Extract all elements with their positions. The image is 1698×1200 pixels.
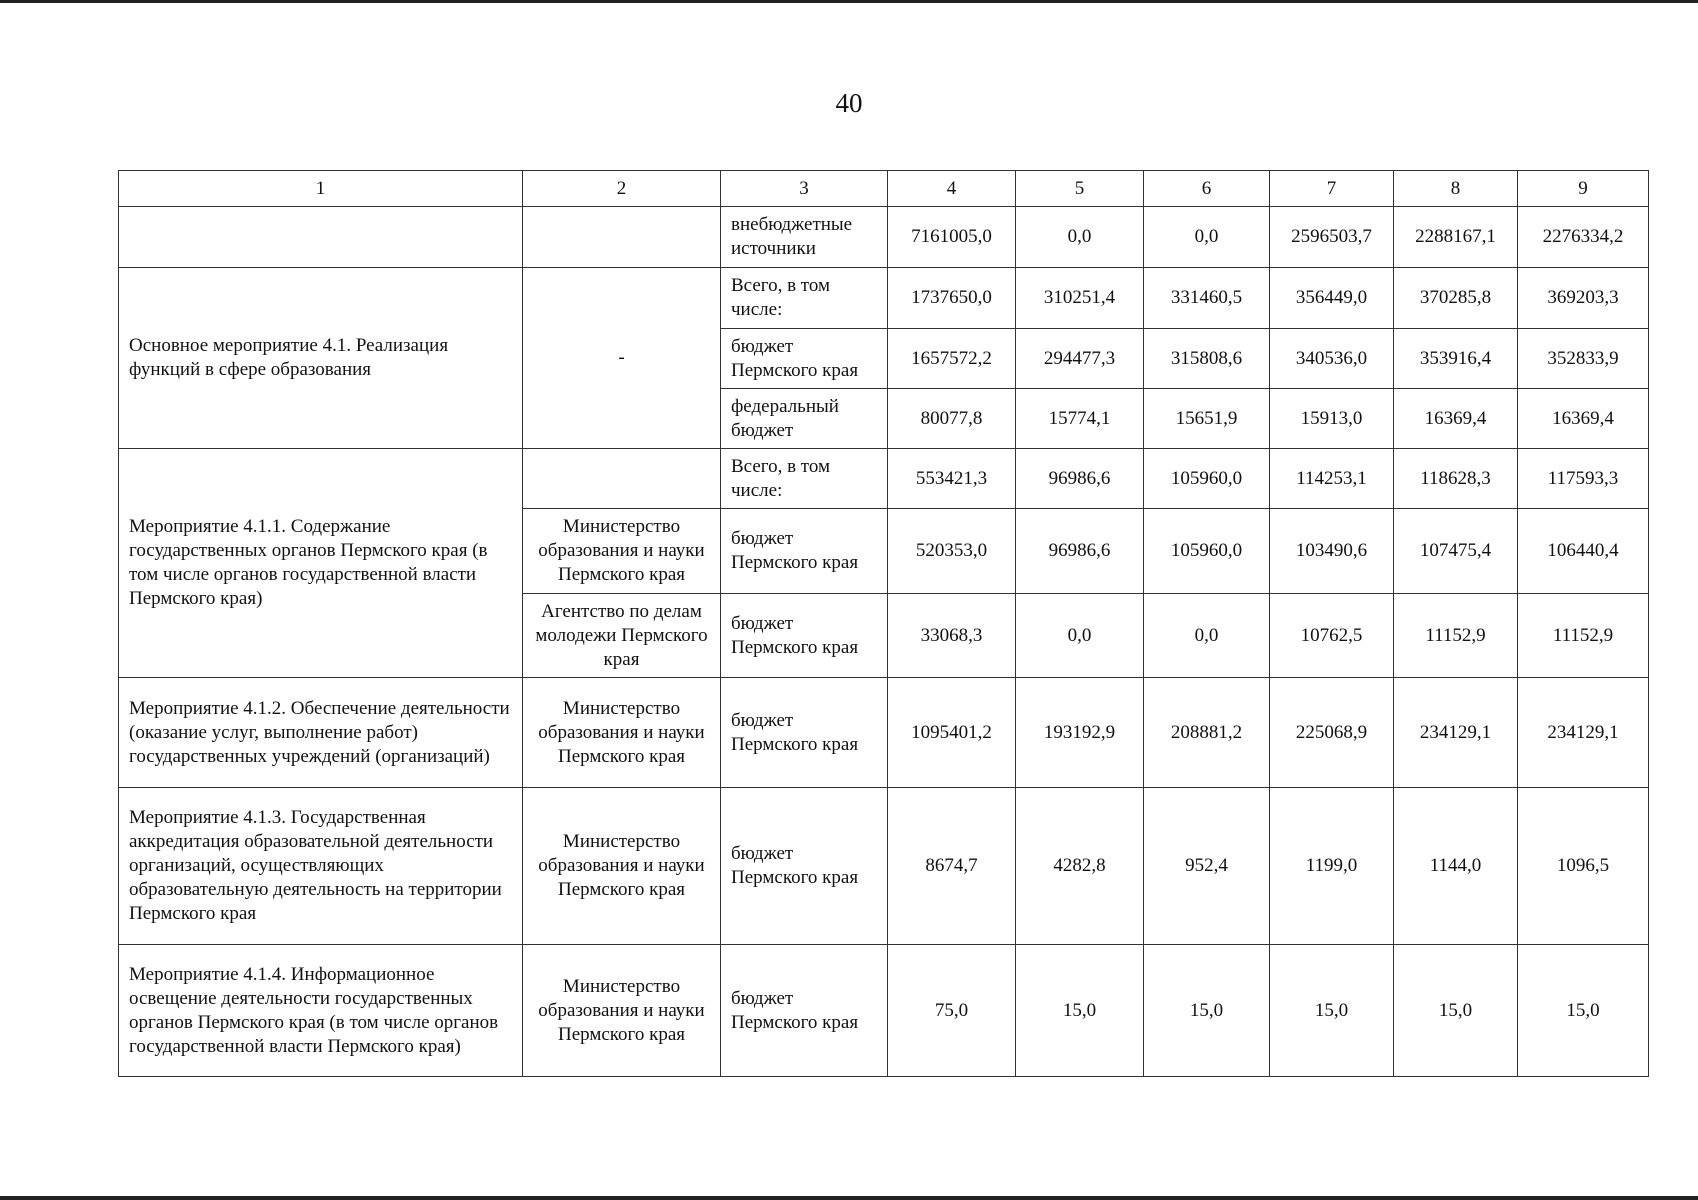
executor-cell xyxy=(523,207,721,268)
value-cell: 1657572,2 xyxy=(888,329,1016,389)
value-cell: 208881,2 xyxy=(1144,678,1270,788)
value-cell: 352833,9 xyxy=(1518,329,1649,389)
value-cell: 0,0 xyxy=(1144,594,1270,678)
measure-cell: Мероприятие 4.1.4. Информационное освещение деятельности государственных органов Пермского края (в том числе органов государственной власти Пермского края) xyxy=(119,945,523,1077)
executor-cell: Министерство образования и науки Пермского края xyxy=(523,509,721,594)
source-cell: бюджет Пермского края xyxy=(721,678,888,788)
value-cell: 10762,5 xyxy=(1270,594,1394,678)
value-cell: 294477,3 xyxy=(1016,329,1144,389)
source-cell: бюджет Пермского края xyxy=(721,788,888,945)
source-cell: бюджет Пермского края xyxy=(721,945,888,1077)
value-cell: 310251,4 xyxy=(1016,268,1144,329)
header-cell: 8 xyxy=(1394,171,1518,207)
value-cell: 4282,8 xyxy=(1016,788,1144,945)
value-cell: 1144,0 xyxy=(1394,788,1518,945)
value-cell: 117593,3 xyxy=(1518,449,1649,509)
value-cell: 225068,9 xyxy=(1270,678,1394,788)
header-cell: 6 xyxy=(1144,171,1270,207)
header-cell: 2 xyxy=(523,171,721,207)
value-cell: 7161005,0 xyxy=(888,207,1016,268)
value-cell: 234129,1 xyxy=(1518,678,1649,788)
value-cell: 193192,9 xyxy=(1016,678,1144,788)
value-cell: 1199,0 xyxy=(1270,788,1394,945)
value-cell: 16369,4 xyxy=(1394,389,1518,449)
value-cell: 96986,6 xyxy=(1016,509,1144,594)
value-cell: 315808,6 xyxy=(1144,329,1270,389)
scan-bottom-edge xyxy=(0,1196,1698,1200)
value-cell: 107475,4 xyxy=(1394,509,1518,594)
header-cell: 3 xyxy=(721,171,888,207)
source-cell: Всего, в том числе: xyxy=(721,268,888,329)
value-cell: 520353,0 xyxy=(888,509,1016,594)
value-cell: 234129,1 xyxy=(1394,678,1518,788)
executor-cell xyxy=(523,449,721,509)
value-cell: 106440,4 xyxy=(1518,509,1649,594)
value-cell: 340536,0 xyxy=(1270,329,1394,389)
value-cell: 15,0 xyxy=(1144,945,1270,1077)
value-cell: 369203,3 xyxy=(1518,268,1649,329)
measure-cell: Мероприятие 4.1.2. Обеспечение деятельности (оказание услуг, выполнение работ) государственных учреждений (организаций) xyxy=(119,678,523,788)
table-row xyxy=(119,678,1649,788)
executor-cell: Агентство по делам молодежи Пермского края xyxy=(523,594,721,678)
table-row xyxy=(119,788,1649,945)
table-row xyxy=(119,449,1649,509)
value-cell: 15,0 xyxy=(1518,945,1649,1077)
value-cell: 75,0 xyxy=(888,945,1016,1077)
value-cell: 2596503,7 xyxy=(1270,207,1394,268)
header-cell: 1 xyxy=(119,171,523,207)
value-cell: 553421,3 xyxy=(888,449,1016,509)
value-cell: 118628,3 xyxy=(1394,449,1518,509)
value-cell: 1737650,0 xyxy=(888,268,1016,329)
executor-cell: Министерство образования и науки Пермского края xyxy=(523,788,721,945)
value-cell: 353916,4 xyxy=(1394,329,1518,389)
value-cell: 952,4 xyxy=(1144,788,1270,945)
executor-cell: - xyxy=(523,268,721,449)
value-cell: 370285,8 xyxy=(1394,268,1518,329)
source-cell: федеральный бюджет xyxy=(721,389,888,449)
value-cell: 33068,3 xyxy=(888,594,1016,678)
value-cell: 1096,5 xyxy=(1518,788,1649,945)
header-row xyxy=(119,171,1649,207)
value-cell: 15,0 xyxy=(1394,945,1518,1077)
executor-cell: Министерство образования и науки Пермского края xyxy=(523,945,721,1077)
value-cell: 15,0 xyxy=(1016,945,1144,1077)
header-cell: 9 xyxy=(1518,171,1649,207)
source-cell: бюджет Пермского края xyxy=(721,509,888,594)
header-cell: 4 xyxy=(888,171,1016,207)
value-cell: 15651,9 xyxy=(1144,389,1270,449)
page-number: 40 xyxy=(835,88,863,118)
table-row xyxy=(119,268,1649,329)
value-cell: 0,0 xyxy=(1016,594,1144,678)
header-cell: 5 xyxy=(1016,171,1144,207)
measure-cell: Мероприятие 4.1.3. Государственная аккредитация образовательной деятельности организаций, осуществляющих образовательную деятельность на территории Пермского края xyxy=(119,788,523,945)
source-cell: Всего, в том числе: xyxy=(721,449,888,509)
value-cell: 15913,0 xyxy=(1270,389,1394,449)
value-cell: 2276334,2 xyxy=(1518,207,1649,268)
value-cell: 11152,9 xyxy=(1518,594,1649,678)
value-cell: 114253,1 xyxy=(1270,449,1394,509)
source-cell: бюджет Пермского края xyxy=(721,594,888,678)
value-cell: 0,0 xyxy=(1016,207,1144,268)
source-cell: внебюджетные источники xyxy=(721,207,888,268)
value-cell: 15,0 xyxy=(1270,945,1394,1077)
measure-cell: Основное мероприятие 4.1. Реализация функций в сфере образования xyxy=(119,268,523,449)
value-cell: 16369,4 xyxy=(1518,389,1649,449)
value-cell: 2288167,1 xyxy=(1394,207,1518,268)
value-cell: 356449,0 xyxy=(1270,268,1394,329)
value-cell: 15774,1 xyxy=(1016,389,1144,449)
value-cell: 80077,8 xyxy=(888,389,1016,449)
measure-cell: Мероприятие 4.1.1. Содержание государственных органов Пермского края (в том числе органов государственной власти Пермского края) xyxy=(119,449,523,678)
budget-table xyxy=(118,170,1649,1077)
value-cell: 0,0 xyxy=(1144,207,1270,268)
table-row xyxy=(119,945,1649,1077)
value-cell: 11152,9 xyxy=(1394,594,1518,678)
value-cell: 105960,0 xyxy=(1144,449,1270,509)
value-cell: 105960,0 xyxy=(1144,509,1270,594)
measure-cell xyxy=(119,207,523,268)
value-cell: 103490,6 xyxy=(1270,509,1394,594)
table-row xyxy=(119,207,1649,268)
scan-top-edge xyxy=(0,0,1698,3)
value-cell: 8674,7 xyxy=(888,788,1016,945)
value-cell: 1095401,2 xyxy=(888,678,1016,788)
value-cell: 331460,5 xyxy=(1144,268,1270,329)
value-cell: 96986,6 xyxy=(1016,449,1144,509)
executor-cell: Министерство образования и науки Пермского края xyxy=(523,678,721,788)
source-cell: бюджет Пермского края xyxy=(721,329,888,389)
header-cell: 7 xyxy=(1270,171,1394,207)
